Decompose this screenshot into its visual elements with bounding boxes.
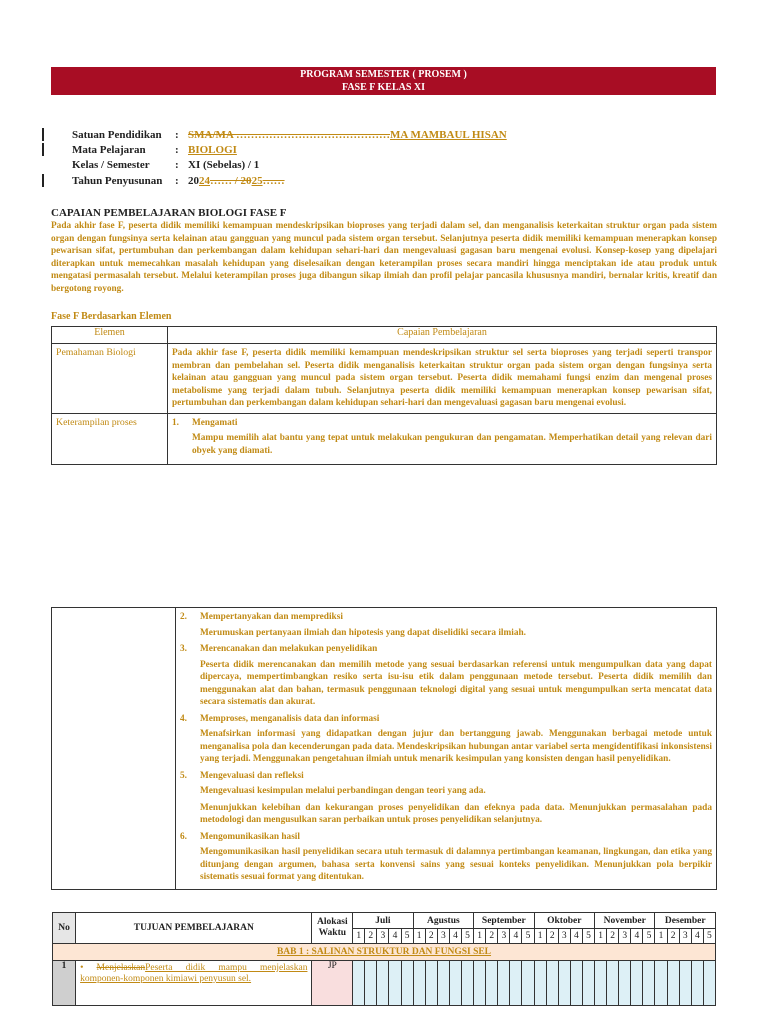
col-alokasi-header: Alokasi Waktu	[312, 913, 353, 944]
step-item: 4. Memproses, menganalisis data dan informasi	[180, 713, 380, 724]
bab-heading: BAB 1 : SALINAN STRUKTUR DAN FUNGSI SEL	[53, 944, 716, 961]
week-number: 1	[413, 929, 425, 944]
school-value: MA MAMBAUL HISAN	[389, 129, 507, 141]
step-body: Mengomunikasikan hasil penyelidikan secara utuh termasuk di dalamnya pertimbangan keamanan, lingkungan, dan etika yang ditunjang dengan argumen, bahasa serta konvensi sains yang sesuai konteks penyelidikan. Menunjukkan pola berpikir sistematis sesuai format yang ditentukan.	[200, 847, 712, 882]
week-number: 1	[534, 929, 546, 944]
table-row	[52, 413, 717, 465]
identity-row-school	[42, 128, 542, 142]
colon: :	[175, 144, 179, 156]
schedule-cell	[607, 961, 619, 1006]
week-number: 2	[425, 929, 437, 944]
week-number: 2	[365, 929, 377, 944]
schedule-cell	[546, 961, 558, 1006]
revision-bar	[42, 143, 44, 156]
schedule-cell	[679, 961, 691, 1006]
week-number: 1	[655, 929, 667, 944]
week-number: 2	[607, 929, 619, 944]
schedule-cell	[389, 961, 401, 1006]
month-header: Agustus	[413, 913, 473, 929]
schedule-cell	[570, 961, 582, 1006]
row-number: 1	[53, 961, 76, 1006]
schedule-cell	[449, 961, 461, 1006]
week-number: 4	[389, 929, 401, 944]
month-header: Desember	[655, 913, 716, 929]
elemen-cell: Pemahaman Biologi	[52, 344, 168, 414]
tujuan-text: Peserta didik mampu menjelaskan komponen-komponen kimiawi penyusun sel.	[80, 963, 308, 984]
table-row	[52, 344, 717, 414]
step-body: Mengevaluasi kesimpulan melalui perbandingan dengan teori yang ada.	[200, 786, 486, 796]
week-number: 2	[486, 929, 498, 944]
schedule-cell	[667, 961, 679, 1006]
schedule-cell	[703, 961, 715, 1006]
schedule-cell	[486, 961, 498, 1006]
schedule-cell	[558, 961, 570, 1006]
year-label: Tahun Penyusunan	[72, 175, 163, 187]
document-subtitle: FASE F KELAS XI	[341, 82, 426, 93]
week-number: 5	[522, 929, 534, 944]
capaian-cell	[176, 608, 717, 890]
schedule-cell	[437, 961, 449, 1006]
class-label: Kelas / Semester	[72, 159, 150, 171]
table-row	[53, 961, 716, 1006]
week-number: 1	[474, 929, 486, 944]
schedule-cell	[365, 961, 377, 1006]
document-title-banner	[51, 67, 716, 95]
step-item: 1. Mengamati	[172, 417, 238, 428]
col-tujuan-header: TUJUAN PEMBELAJARAN	[76, 913, 312, 944]
week-number: 2	[546, 929, 558, 944]
step-item: 2. Mempertanyakan dan memprediksi	[180, 612, 343, 622]
week-number: 5	[461, 929, 473, 944]
bullet: •	[80, 963, 84, 973]
week-number: 1	[595, 929, 607, 944]
week-number: 5	[582, 929, 594, 944]
week-number: 3	[377, 929, 389, 944]
step-item: 6. Mengomunikasikan hasil	[180, 831, 300, 842]
week-number: 4	[691, 929, 703, 944]
step-body: Menunjukkan kelebihan dan kekurangan proses penyelidikan dan efeknya pada data. Menunjukkan permasalahan pada metodologi dan mengusulkan saran perbaikan untuk proses penyelidikan selanjutnya.	[200, 802, 712, 825]
schedule-cell	[522, 961, 534, 1006]
elemen-cell: Keterampilan proses	[52, 413, 168, 465]
schedule-cell	[377, 961, 389, 1006]
tujuan-cell	[76, 961, 312, 1006]
week-number: 5	[643, 929, 655, 944]
alokasi-cell: JP	[312, 961, 353, 1006]
capaian-cell: Pada akhir fase F, peserta didik memiliki kemampuan mendeskripsikan struktur sel serta bioproses yang terjadi seperti transpor membran dan pembelahan sel. Peserta didik menganalisis keterkaitan struktur organ pada sistem organ dengan fungsinya serta kelainan atau gangguan yang muncul pada sistem organ tersebut. Peserta didik memahami fungsi enzim dan mengenal proses metabolisme yang terjadi dalam tubuh. Selanjutnya peserta didik memiliki kemampuan menerapkan konsep pewarisan sifat, pertumbuhan dan perkembangan dalam kehidupan sehari-hari dan mengevaluasi gagasan baru mengenai evolusi.	[168, 344, 717, 414]
subject-value: BIOLOGI	[188, 144, 237, 156]
step-body: Peserta didik merencanakan dan memilih metode yang sesuai berdasarkan referensi untuk mengumpulkan data yang dapat dipercaya, mempertimbangkan resiko serta isu-isu etik dalam penggunaan metode tersebut. Peserta didik memilih dan menggunakan alat dan bahan, termasuk penggunaan teknologi digital yang sesuai untuk mengumpulkan serta mencatat data secara sistematis dan akurat.	[200, 659, 712, 707]
schedule-cell	[582, 961, 594, 1006]
subject-label: Mata Pelajaran	[72, 144, 146, 156]
year-value: 2024…… / 2025……	[188, 175, 285, 187]
week-number: 4	[631, 929, 643, 944]
week-number: 3	[679, 929, 691, 944]
step-body: Menafsirkan informasi yang didapatkan dengan jujur dan bertanggung jawab. Menggunakan berbagai metode untuk menganalisa pola dan kecenderungan pada data. Mendeskripsikan hubungan antar variabel serta mengidentifikasi inkonsistensi yang terjadi. Menggunakan pengetahuan ilmiah untuk menarik kesimpulan yang konsisten dengan hasil penyelidikan.	[200, 729, 712, 764]
week-number: 2	[667, 929, 679, 944]
school-label: Satuan Pendidikan	[72, 129, 162, 141]
school-struck-text: SMA/MA ……………………………………	[188, 129, 390, 141]
week-number: 3	[558, 929, 570, 944]
week-number: 3	[437, 929, 449, 944]
week-number: 4	[570, 929, 582, 944]
month-header: Juli	[353, 913, 413, 929]
schedule-cell	[619, 961, 631, 1006]
document-title: PROGRAM SEMESTER ( PROSEM )	[300, 69, 467, 80]
step-body: Merumuskan pertanyaan ilmiah dan hipotesis yang dapat diselidiki secara ilmiah.	[200, 627, 526, 638]
week-number: 4	[449, 929, 461, 944]
schedule-cell	[498, 961, 510, 1006]
identity-row-class	[42, 158, 542, 172]
col-elemen-header: Elemen	[52, 327, 168, 344]
week-number: 1	[353, 929, 365, 944]
schedule-cell	[595, 961, 607, 1006]
colon: :	[175, 159, 179, 171]
capaian-cell	[168, 413, 717, 465]
identity-row-subject	[42, 143, 542, 157]
cp-elements-table-continued	[51, 607, 717, 890]
schedule-cell	[534, 961, 546, 1006]
schedule-cell	[655, 961, 667, 1006]
month-header: Oktober	[534, 913, 594, 929]
cp-paragraph: Pada akhir fase F, peserta didik memiliki kemampuan mendeskripsikan bioproses yang terjadi dalam sel, dan menganalisis keterkaitan struktur organ pada sistem organ dengan fungsinya serta kelainan atau gangguan yang muncul pada sistem organ tersebut. Selanjutnya peserta didik memiliki kemampuan menerapkan konsep pewarisan sifat, pertumbuhan dan perkembangan dalam kehidupan sehari-hari dan mengevaluasi gagasan baru mengenai evolusi. Konsep-kosep yang dipelajari diterapkan untuk memecahkan masalah kehidupan yang diselesaikan dengan keterampilan proses secara mandiri hingga menciptakan ide atau produk untuk mengatasi permasalah tersebut. Melalui keterampilan proses juga dibangun sikap ilmiah dan profil pelajar pancasila khususnya mandiri, bernalar kritis, kreatif dan bergotong royong.	[51, 221, 717, 294]
revision-bar	[42, 174, 44, 187]
month-header: November	[595, 913, 655, 929]
colon: :	[175, 175, 179, 187]
cp-subheading: Fase F Berdasarkan Elemen	[51, 311, 172, 322]
week-number: 3	[498, 929, 510, 944]
schedule-cell	[401, 961, 413, 1006]
step-title: Mengamati	[192, 417, 238, 428]
col-no-header: No	[53, 913, 76, 944]
schedule-cell	[510, 961, 522, 1006]
week-number: 4	[510, 929, 522, 944]
month-header: September	[474, 913, 534, 929]
step-body: Mampu memilih alat bantu yang tepat untuk melakukan pengukuran dan pengamatan. Memperhatikan detail yang relevan dari obyek yang diamati.	[192, 433, 712, 456]
elemen-cell	[52, 608, 176, 890]
week-number: 5	[703, 929, 715, 944]
schedule-cell	[643, 961, 655, 1006]
table-row	[52, 608, 717, 890]
schedule-cell	[691, 961, 703, 1006]
step-item: 5. Mengevaluasi dan refleksi	[180, 770, 304, 781]
class-value: XI (Sebelas) / 1	[188, 159, 260, 171]
schedule-cell	[474, 961, 486, 1006]
revision-bar	[42, 128, 44, 141]
schedule-cell	[631, 961, 643, 1006]
colon: :	[175, 129, 179, 141]
col-capaian-header: Capaian Pembelajaran	[168, 327, 717, 344]
identity-row-year	[42, 174, 542, 188]
schedule-cell	[461, 961, 473, 1006]
struck-text: Menjelaskan	[96, 963, 146, 973]
schedule-cell	[353, 961, 365, 1006]
cp-heading: CAPAIAN PEMBELAJARAN BIOLOGI FASE F	[51, 207, 287, 219]
week-number: 5	[401, 929, 413, 944]
schedule-cell	[413, 961, 425, 1006]
cp-elements-table	[51, 326, 717, 465]
tujuan-pembelajaran-table	[52, 912, 716, 1006]
step-item: 3. Merencanakan dan melakukan penyelidikan	[180, 644, 378, 654]
week-number: 3	[619, 929, 631, 944]
schedule-cell	[425, 961, 437, 1006]
